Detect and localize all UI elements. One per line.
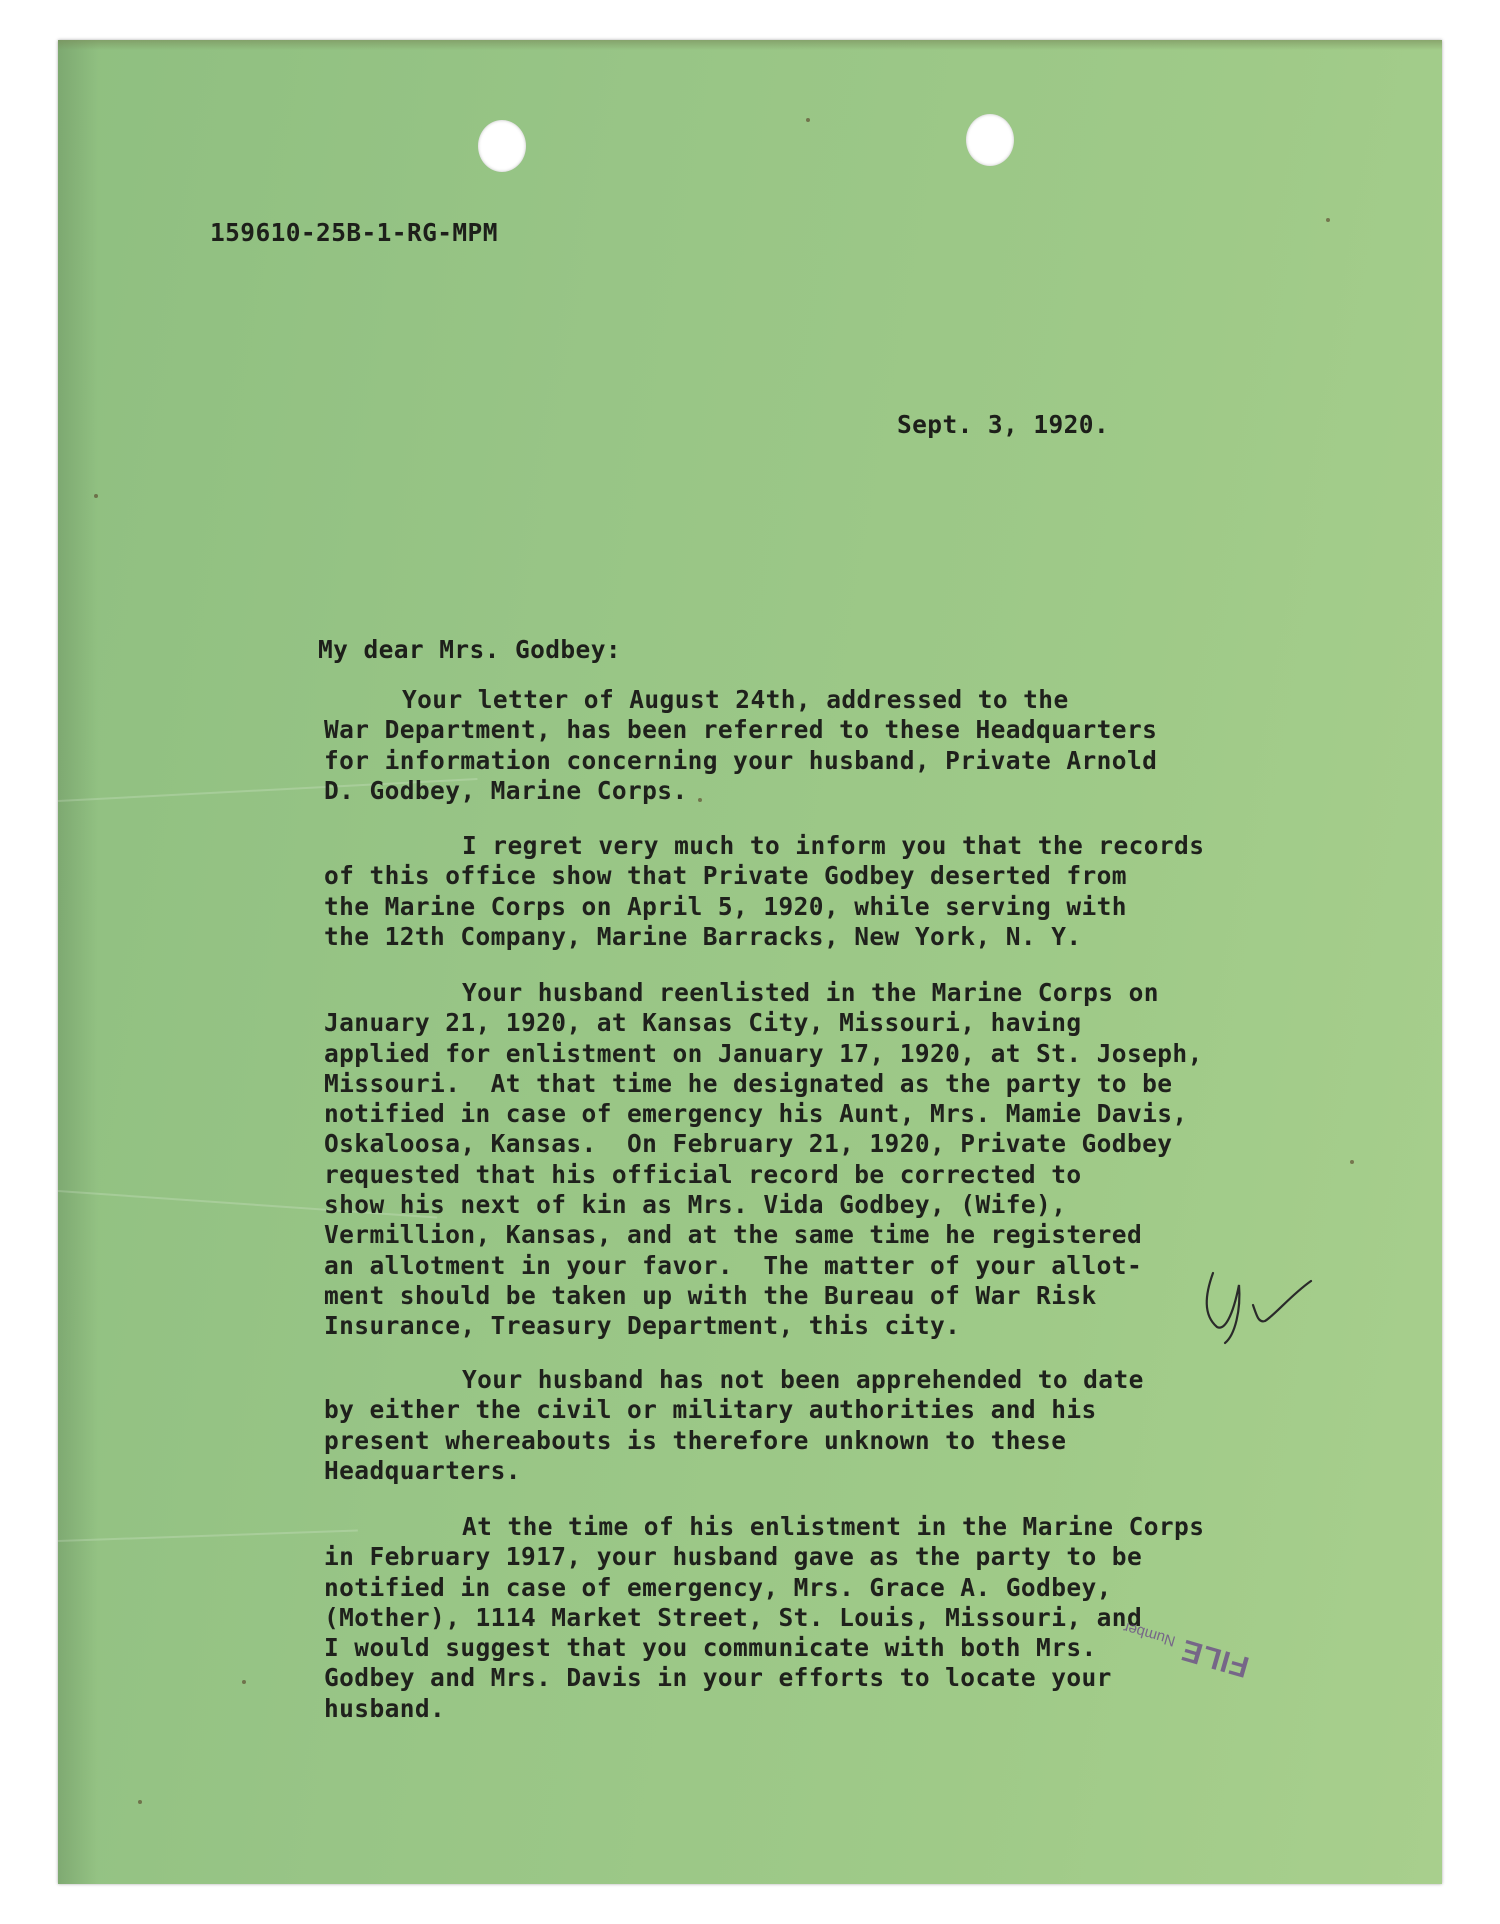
paragraph-line: in February 1917, your husband gave as the party to be: [324, 1542, 1143, 1572]
file-stamp-text: FILE: [1177, 1632, 1253, 1684]
file-reference-number: 159610-25B-1-RG-MPM: [210, 218, 498, 247]
paper-speck: [242, 1680, 246, 1684]
file-stamp-subtext: Number: [1121, 1618, 1178, 1650]
paragraph-line: War Department, has been referred to these Headquarters: [324, 715, 1158, 745]
paragraph-line: (Mother), 1114 Market Street, St. Louis, Missouri, and: [324, 1602, 1143, 1632]
handwritten-stroke: [1207, 1273, 1240, 1343]
paragraph-1: [262, 685, 1342, 806]
paragraph-2: [262, 831, 1342, 952]
paragraph-line: Headquarters.: [324, 1455, 521, 1485]
paragraph-line: ment should be taken up with the Bureau of War Risk: [324, 1280, 1097, 1310]
paragraph-5: [262, 1512, 1342, 1724]
paragraph-line: Insurance, Treasury Department, this city.: [324, 1311, 961, 1341]
handwritten-initials-mark: [1195, 1265, 1315, 1345]
paper-speck: [1350, 1160, 1354, 1164]
paragraph-line: Godbey and Mrs. Davis in your efforts to locate your: [324, 1663, 1112, 1693]
paragraph-line: husband.: [324, 1693, 446, 1723]
paragraph-line: for information concerning your husband, Private Arnold: [324, 745, 1158, 775]
sheet-left-fold: [58, 40, 98, 1884]
paragraph-line: present whereabouts is therefore unknown to these: [324, 1425, 1067, 1455]
paper-speck: [806, 118, 810, 122]
paragraph-line: Your husband reenlisted in the Marine Corps on: [462, 978, 1159, 1007]
salutation: My dear Mrs. Godbey:: [318, 635, 622, 664]
paragraph-line: notified in case of emergency his Aunt, Mrs. Mamie Davis,: [324, 1099, 1188, 1129]
paper-speck: [94, 494, 98, 498]
paragraph-line: show his next of kin as Mrs. Vida Godbey, (Wife),: [324, 1190, 1067, 1220]
paragraph-line: January 21, 1920, at Kansas City, Missouri, having: [324, 1008, 1082, 1038]
paragraph-line: I regret very much to inform you that the records: [462, 831, 1205, 860]
punch-hole-right: [966, 114, 1014, 166]
paper-speck: [1326, 218, 1330, 222]
punch-hole-left: [478, 120, 526, 172]
paragraph-line: the 12th Company, Marine Barracks, New York, N. Y.: [324, 921, 1082, 951]
paragraph-line: the Marine Corps on April 5, 1920, while serving with: [324, 891, 1127, 921]
paragraph-line: I would suggest that you communicate with both Mrs.: [324, 1633, 1097, 1663]
paragraph-line: notified in case of emergency, Mrs. Grace A. Godbey,: [324, 1572, 1112, 1602]
paragraph-line: Your husband has not been apprehended to date: [462, 1365, 1144, 1394]
paragraph-line: Your letter of August 24th, addressed to the: [402, 685, 1069, 714]
handwritten-stroke: [1253, 1281, 1311, 1321]
paragraph-line: D. Godbey, Marine Corps.: [324, 775, 688, 805]
paragraph-line: requested that his official record be corrected to: [324, 1159, 1082, 1189]
paragraph-line: Oskaloosa, Kansas. On February 21, 1920, Private Godbey: [324, 1129, 1173, 1159]
paragraph-line: applied for enlistment on January 17, 1920, at St. Joseph,: [324, 1038, 1203, 1068]
paper-speck: [138, 1800, 142, 1804]
paragraph-line: At the time of his enlistment in the Marine Corps: [462, 1512, 1205, 1541]
paragraph-line: Vermillion, Kansas, and at the same time he registered: [324, 1220, 1143, 1250]
sheet-top-edge: [58, 40, 1442, 50]
paragraph-line: by either the civil or military authorities and his: [324, 1395, 1097, 1425]
paragraph-4: [262, 1365, 1342, 1486]
paragraph-line: Missouri. At that time he designated as the party to be: [324, 1068, 1173, 1098]
paragraph-3: [262, 978, 1342, 1342]
letter-date: Sept. 3, 1920.: [897, 410, 1110, 439]
paragraph-line: an allotment in your favor. The matter of your allot-: [324, 1250, 1143, 1280]
paragraph-line: of this office show that Private Godbey deserted from: [324, 861, 1127, 891]
